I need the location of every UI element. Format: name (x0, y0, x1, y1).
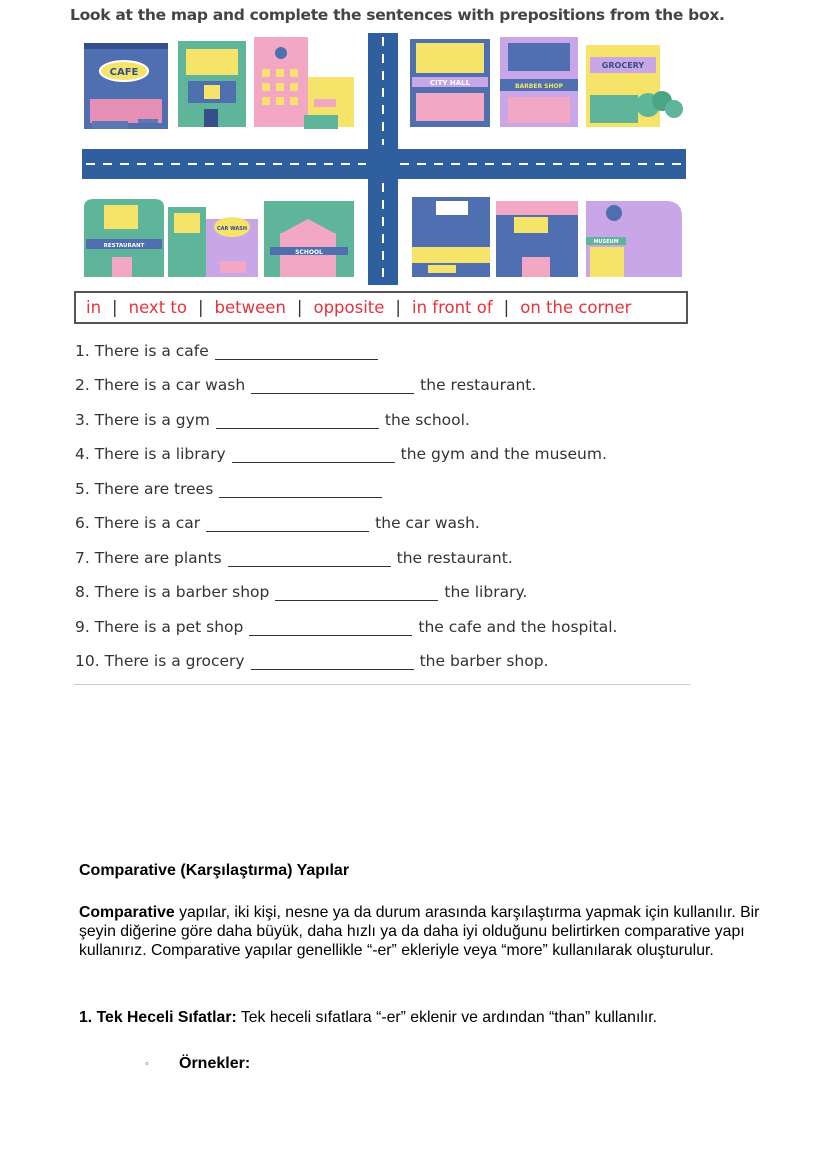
grammar-paragraph: Comparative yapılar, iki kişi, nesne ya da durum arasında karşılaştırma yapmak için kullanılır. Bir şeyin diğerine göre daha büyük, daha hızlı ya da daha iyi olduğunu belirtirken comparative yapı kullanırız. Comparative yapılar genellikle “-er” ekleriyle veya “more” kullanılarak oluşturulur. (79, 904, 760, 959)
word-separator: | (112, 298, 118, 317)
city-hall-building (410, 39, 490, 127)
word-separator: | (197, 298, 204, 317)
car-wash-building (168, 207, 258, 277)
answer-blank[interactable] (219, 483, 382, 498)
museum-sign: MUSEUM (593, 239, 619, 245)
sentence-8: 8. There is a barber shop the library. (75, 583, 528, 601)
divider (74, 684, 690, 685)
sentence-6: 6. There is a car the car wash. (75, 514, 480, 532)
barber-shop-sign: BARBER SHOP (514, 83, 564, 90)
hospital-building (254, 37, 354, 129)
gym-building (412, 197, 490, 277)
museum-building (586, 201, 682, 277)
sentence-1: 1. There is a cafe (75, 342, 384, 360)
school-building (264, 201, 354, 277)
town-map (82, 33, 686, 285)
answer-blank[interactable] (232, 448, 395, 463)
car (220, 261, 246, 273)
city-hall-sign: CITY HALL (429, 79, 471, 87)
word-between: between (214, 298, 286, 317)
sentence-10: 10. There is a grocery the barber shop. (75, 652, 549, 670)
word-in: in (86, 298, 102, 317)
school-sign: SCHOOL (295, 249, 323, 256)
grammar-heading: Comparative (Karşılaştırma) Yapılar (79, 862, 350, 879)
answer-blank[interactable] (251, 655, 414, 670)
pet-shop-building (178, 41, 246, 127)
grocery-building (586, 45, 683, 127)
instruction: Look at the map and complete the sentences with prepositions from the box. (70, 6, 725, 24)
term-comparative: Comparative (79, 904, 175, 921)
answer-blank[interactable] (215, 345, 378, 360)
word-separator: | (296, 298, 303, 317)
car-wash-sign: CAR WASH (216, 226, 248, 232)
restaurant-sign: RESTAURANT (103, 243, 145, 249)
word-next-to: next to (128, 298, 187, 317)
answer-blank[interactable] (228, 552, 391, 567)
word-separator: | (395, 298, 401, 317)
restaurant-building (84, 199, 164, 277)
preposition-word-box (74, 291, 688, 324)
sentence-7: 7. There are plants the restaurant. (75, 549, 513, 567)
vertical-road (368, 33, 398, 285)
sentence-4: 4. There is a library the gym and the museum. (75, 445, 607, 463)
barber-shop-building (500, 37, 578, 127)
word-in-front-of: in front of (411, 298, 493, 317)
answer-blank[interactable] (216, 414, 379, 429)
sentence-9: 9. There is a pet shop the cafe and the hospital. (75, 618, 618, 636)
library-building (496, 201, 578, 277)
sentence-5: 5. There are trees (75, 480, 388, 498)
answer-blank[interactable] (251, 379, 414, 394)
answer-blank[interactable] (275, 586, 438, 601)
answer-blank[interactable] (206, 517, 369, 532)
bullet-icon: ◦ (145, 1058, 149, 1070)
cafe-building (84, 43, 168, 129)
word-on-the-corner: on the corner (520, 298, 632, 317)
grocery-sign: GROCERY (601, 61, 645, 70)
word-separator: | (503, 298, 510, 317)
cafe-sign: CAFE (109, 67, 139, 78)
answer-blank[interactable] (249, 621, 412, 636)
word-opposite: opposite (313, 298, 385, 317)
sentence-2: 2. There is a car wash the restaurant. (75, 376, 537, 394)
examples-label: Örnekler: (179, 1055, 251, 1072)
rule-1: 1. Tek Heceli Sıfatlar: Tek heceli sıfatlara “-er” eklenir ve ardından “than” kullanılır. (79, 1009, 658, 1026)
sentence-3: 3. There is a gym the school. (75, 411, 470, 429)
